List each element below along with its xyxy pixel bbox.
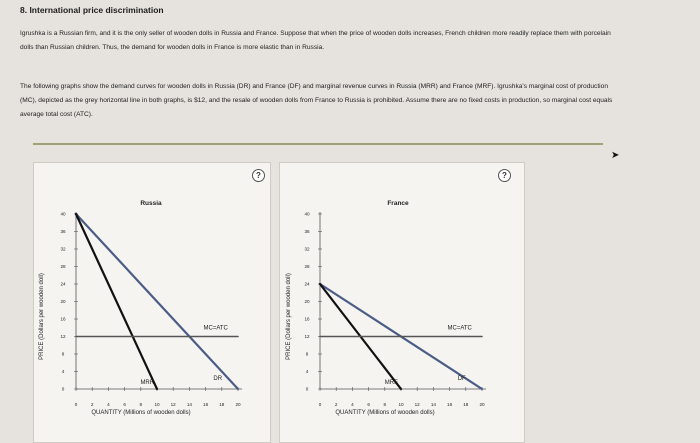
france-x-tick-label: 0 (318, 402, 322, 407)
russia-y-tick-label: 4 (61, 369, 65, 374)
russia-x-tick-label: 4 (107, 402, 110, 407)
section-divider (33, 143, 603, 145)
france-y-tick-label: 16 (304, 316, 310, 322)
france-x-tick-label: 8 (383, 402, 387, 407)
russia-x-tick-label: 6 (123, 402, 126, 407)
russia-y-tick-label: 24 (60, 281, 66, 287)
russia-y-tick-label: 8 (61, 351, 65, 357)
france-y-tick-label: 24 (304, 281, 310, 287)
russia-x-axis-label: QUANTITY (Millions of wooden dolls) (91, 410, 191, 416)
france-x-tick-label: 10 (398, 402, 404, 407)
russia-y-tick-label: 16 (60, 316, 66, 322)
russia-x-tick-label: 0 (74, 402, 78, 407)
france-chart-title: France (387, 200, 409, 207)
russia-series-demand-line (76, 214, 238, 389)
question-paragraph-2: The following graphs show the demand curves for wooden dolls in Russia (DR) and France (DF) and marginal revenue curves in Russia (MRR) and France (MRF). Igrushka's marginal cost of production (MC), depicted as the grey horizontal line in both graphs, is $12, and the resale of wooden dolls from France to Russia is prohibited. Assume there are no fixed costs in production, so marginal cost equals average total cost (ATC). (20, 83, 613, 119)
france-y-tick-label: 36 (304, 229, 310, 234)
russia-y-tick-label: 40 (60, 211, 66, 217)
france-mc-label: MC=ATC (447, 325, 472, 332)
france-y-tick-label: 20 (304, 299, 310, 304)
france-y-tick-label: 4 (305, 369, 309, 374)
france-x-tick-label: 18 (463, 402, 469, 407)
russia-x-tick-label: 12 (170, 402, 176, 407)
france-x-tick-label: 2 (334, 402, 338, 407)
russia-y-tick-label: 20 (60, 299, 66, 304)
help-icon-russia[interactable]: ? (252, 169, 265, 182)
france-y-tick-label: 8 (305, 351, 309, 357)
russia-y-axis-label: PRICE (Dollars per wooden doll) (39, 273, 45, 360)
france-x-axis-label: QUANTITY (Millions of wooden dolls) (335, 410, 435, 416)
russia-series-mr-line (76, 214, 157, 389)
russia-mc-label: MC=ATC (203, 325, 228, 332)
france-x-tick-label: 6 (367, 402, 370, 407)
russia-y-tick-label: 28 (60, 264, 66, 269)
france-y-axis-label: PRICE (Dollars per wooden doll) (286, 273, 292, 360)
russia-x-tick-label: 8 (139, 402, 143, 407)
france-x-tick-label: 4 (351, 402, 354, 407)
help-icon-france[interactable]: ? (498, 169, 511, 182)
france-y-tick-label: 40 (304, 211, 310, 217)
question-title: 8. International price discrimination (20, 5, 164, 15)
france-demand-label: DF (457, 376, 466, 382)
russia-mr-label: MRR (140, 380, 155, 386)
russia-x-tick-label: 14 (186, 402, 192, 407)
russia-y-tick-label: 36 (60, 229, 66, 234)
graphs-svg (33, 195, 533, 435)
russia-y-tick-label: 32 (60, 246, 66, 252)
russia-x-tick-label: 2 (90, 402, 94, 407)
france-y-tick-label: 0 (305, 386, 309, 392)
russia-y-tick-label: 0 (61, 386, 65, 392)
russia-y-tick-label: 12 (60, 334, 66, 339)
mouse-cursor-icon: ➤ (611, 150, 620, 161)
russia-demand-label: DR (213, 376, 223, 382)
france-x-tick-label: 20 (479, 402, 485, 407)
russia-x-tick-label: 20 (235, 402, 241, 407)
russia-x-tick-label: 16 (203, 402, 209, 407)
france-y-tick-label: 28 (304, 264, 310, 269)
france-y-tick-label: 12 (304, 334, 310, 339)
france-x-tick-label: 12 (414, 402, 420, 407)
france-x-tick-label: 14 (430, 402, 436, 407)
france-mr-label: MRF (384, 380, 398, 386)
france-y-tick-label: 32 (304, 246, 310, 252)
question-paragraph-1: Igrushka is a Russian firm, and it is the only seller of wooden dolls in Russia and France. Suppose that when the price of wooden dolls increases, French children more readily replace them with porcelain dolls than Russian children. Thus, the demand for wooden dolls in France is more elastic than in Russia. (20, 30, 611, 52)
france-x-tick-label: 16 (447, 402, 453, 407)
russia-x-tick-label: 10 (154, 402, 160, 407)
russia-chart-title: Russia (140, 200, 162, 207)
russia-x-tick-label: 18 (219, 402, 225, 407)
